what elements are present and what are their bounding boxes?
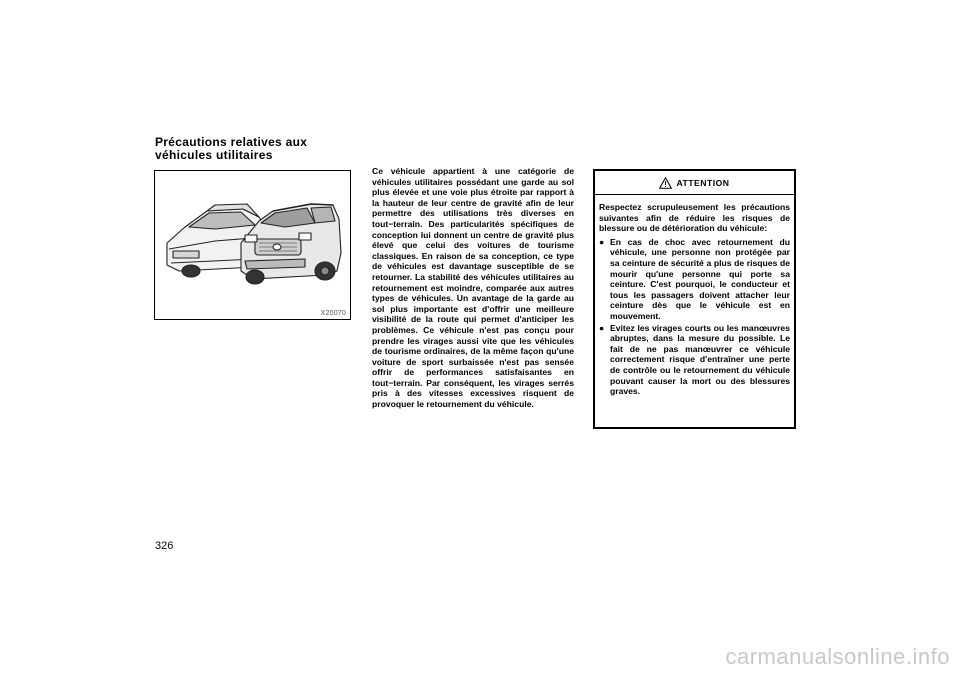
warning-header: [595, 171, 794, 195]
warning-bullet-list: [599, 237, 790, 397]
section-title: Précautions relatives aux véhicules utilitaires: [155, 135, 308, 162]
vehicle-comparison-illustration: [154, 170, 351, 320]
warning-bullet-text: Evitez les virages courts ou les manœuvres abruptes, dans la mesure du possible. Le fait de ne pas manœuvrer ce véhicule correctement risque d'entraîner une perte de contrôle ou le retournement du véhicule pouvant causer la mort ou des blessures graves.: [610, 322, 790, 397]
warning-box: [593, 169, 796, 429]
watermark: carmanualsonline.info: [725, 644, 950, 669]
figure-code: X20070: [320, 310, 346, 317]
warning-intro: Respectez scrupuleusement les précautions suivantes afin de réduire les risques de blessure ou de détérioration du véhicule:: [599, 202, 790, 234]
bullet-icon: ●: [599, 236, 605, 247]
body-paragraph: Ce véhicule appartient à une catégorie de véhicules utilitaires possédant une garde au sol plus élevée et une voie plus étroite par rapport à la hauteur de leur centre de gravité afin de leur permettre des utilisations très diverses en tout−terrain. Des particularités spécifiques de conception lui donnent un centre de gravité plus élevé que celui des voitures de tourisme classiques. En raison de sa conception, ce type de véhicules est davantage susceptible de se retourner. La stabilité des véhicules utilitaires au retournement est moindre, comparée aux autres types de véhicules. Un avantage de la garde au sol plus importante est d'offrir une meilleure visibilité de la route qui permet d'anticiper les problèmes. Ce véhicule n'est pas conçu pour prendre les virages aussi vite que les véhicules de tourisme ordinaires, de la même façon qu'une voiture de sport surbaissée n'est pas sensée offrir de performances satisfaisantes en tout−terrain. Par conséquent, les virages serrés pris à des vitesses excessives risquent de provoquer le retournement du véhicule.: [372, 166, 574, 410]
bullet-icon: ●: [599, 322, 605, 333]
sedan-and-suv-drawing: [155, 171, 350, 319]
warning-triangle-icon: [659, 177, 672, 189]
warning-bullet: [599, 323, 790, 397]
warning-bullet: [599, 237, 790, 322]
warning-title: ATTENTION: [676, 177, 730, 188]
page-number: 326: [155, 540, 174, 552]
warning-bullet-text: En cas de choc avec retournement du véhicule, une personne non protégée par sa ceinture de sécurité a plus de risques de mourir qu'une personne qui porte sa ceinture. C'est pourquoi, le conducteur et tous les passagers doivent attacher leur ceinture dès que le véhicule est en mouvement.: [610, 236, 790, 321]
